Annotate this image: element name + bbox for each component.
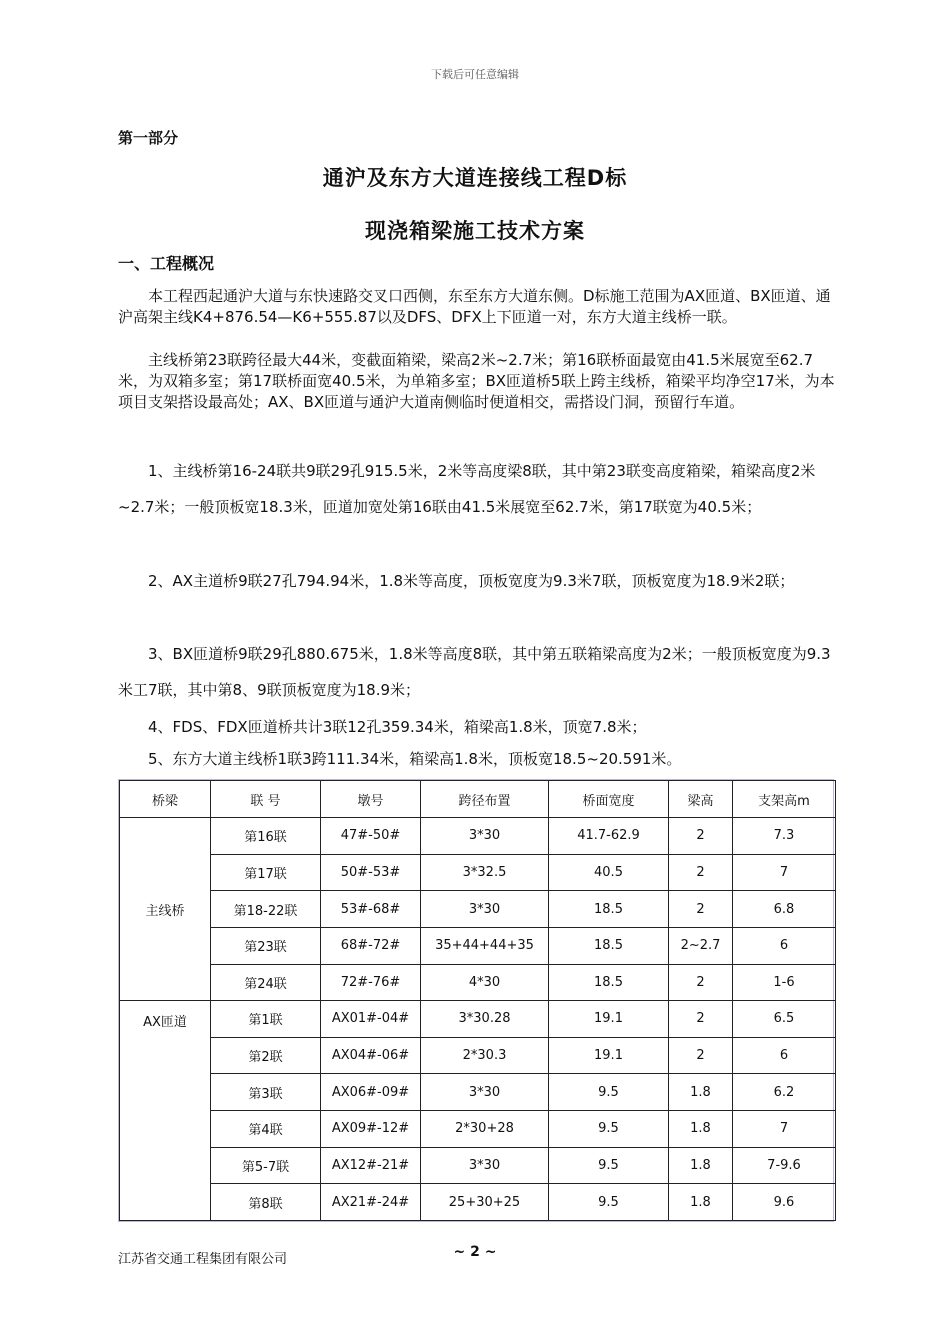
paragraph-main-bridge [118,350,838,413]
table-cell: 50#-53# [321,854,421,891]
table-cell: 2*30.3 [421,1037,549,1074]
table-row [120,854,836,891]
table-cell: 19.1 [549,1001,669,1038]
table-cell: 7.3 [733,818,836,855]
table-cell: 7 [733,854,836,891]
group-cell-ax-ramp: AX匝道 [120,1001,211,1221]
table-row [120,1184,836,1221]
table-cell: 3*30.28 [421,1001,549,1038]
section-label: 第一部分 [118,129,179,147]
table-cell: AX09#-12# [321,1111,421,1148]
header-cell: 桥面宽度 [549,781,669,818]
table-cell: 第1联 [211,1001,321,1038]
document-title: 通沪及东方大道连接线工程D标 [322,166,628,190]
paragraph-main-bridge-text: 主线桥第23联跨径最大44米，变截面箱梁，梁高2米~2.7米；第16联桥面最宽由41.5米展宽至62.7米，为双箱多室；第17联桥面宽40.5米，为单箱多室；BX匝道桥5联上跨主线桥，箱梁平均净空17米，为本项目支架搭设最高处；AX、BX匝道与通沪大道南侧临时便道相交，需搭设门洞，预留行车道。 [118,351,835,411]
table-cell: 9.5 [549,1184,669,1221]
group-cell-main-bridge: 主线桥 [120,818,211,1001]
header-cell: 跨径布置 [421,781,549,818]
table-cell: 6.5 [733,1001,836,1038]
table-row [120,964,836,1001]
header-cell: 墩号 [321,781,421,818]
list-item-1-text: 1、主线桥第16-24联共9联29孔915.5米，2米等高度梁8联，其中第23联变高度箱梁，箱梁高度2米~2.7米；一般顶板宽18.3米，匝道加宽处第16联由41.5米展宽至62.7米，第17联宽为40.5米； [118,462,816,516]
table-cell: 40.5 [549,854,669,891]
table-cell: 第24联 [211,964,321,1001]
table-cell: 9.5 [549,1111,669,1148]
table-cell: 第8联 [211,1184,321,1221]
paragraph-scope-text: 本工程西起通沪大道与东快速路交叉口西侧，东至东方大道东侧。D标施工范围为AX匝道、BX匝道、通沪高架主线K4+876.54—K6+555.87以及DFS、DFX上下匝道一对，东方大道主线桥一联。 [118,287,831,326]
table-cell: 3*30 [421,891,549,928]
table-cell: 18.5 [549,891,669,928]
header-cell: 支架高m [733,781,836,818]
bridge-table [119,780,836,1221]
table-cell: 第5-7联 [211,1147,321,1184]
table-cell: 第23联 [211,927,321,964]
list-item-2-text: 2、AX主道桥9联27孔794.94米，1.8米等高度，顶板宽度为9.3米7联，顶板宽度为18.9米2联； [148,572,795,590]
table-cell: AX01#-04# [321,1001,421,1038]
table-cell: 第2联 [211,1037,321,1074]
footer-company: 江苏省交通工程集团有限公司 [118,1252,288,1267]
table-cell: 18.5 [549,927,669,964]
page-number: ~ 2 ~ [453,1244,497,1260]
table-header-row [120,781,836,818]
table-row [120,927,836,964]
table-cell: 2 [669,818,733,855]
document-subtitle: 现浇箱梁施工技术方案 [365,219,585,243]
header-cell: 桥梁 [120,781,211,818]
table-row [120,1001,836,1038]
table-cell: 2*30+28 [421,1111,549,1148]
table-cell: AX06#-09# [321,1074,421,1111]
table-cell: 3*30 [421,1074,549,1111]
table-cell: 35+44+44+35 [421,927,549,964]
list-item-4 [118,709,838,745]
table-cell: 9.6 [733,1184,836,1221]
table-cell: 3*30 [421,1147,549,1184]
list-item-5-text: 5、东方大道主线桥1联3跨111.34米，箱梁高1.8米，顶板宽18.5~20.591米。 [148,750,682,768]
table-cell: 1.8 [669,1111,733,1148]
list-item-3 [118,636,838,708]
header-cell: 联 号 [211,781,321,818]
table-row [120,1111,836,1148]
table-row [120,1037,836,1074]
table-row [120,891,836,928]
table-cell: 2 [669,1037,733,1074]
table-cell: 1-6 [733,964,836,1001]
header-note: 下载后可任意编辑 [431,68,519,81]
table-row [120,818,836,855]
header-cell: 梁高 [669,781,733,818]
table-cell: 2 [669,1001,733,1038]
table-cell: 7-9.6 [733,1147,836,1184]
table-cell: 19.1 [549,1037,669,1074]
table-cell: 72#-76# [321,964,421,1001]
list-item-3-text: 3、BX匝道桥9联29孔880.675米，1.8米等高度8联，其中第五联箱梁高度为2米；一般顶板宽度为9.3米工7联，其中第8、9联顶板宽度为18.9米； [118,645,831,699]
heading-overview: 一、工程概况 [118,254,215,273]
list-item-5 [118,741,838,777]
table-row [120,1074,836,1111]
table-cell: 第3联 [211,1074,321,1111]
table-cell: 第18-22联 [211,891,321,928]
table-cell: 第4联 [211,1111,321,1148]
table-cell: 第17联 [211,854,321,891]
list-item-1 [118,453,838,525]
bridge-table-frame [118,779,834,1222]
table-cell: 1.8 [669,1147,733,1184]
table-cell: 2 [669,854,733,891]
table-cell: 47#-50# [321,818,421,855]
table-cell: AX04#-06# [321,1037,421,1074]
table-row [120,1147,836,1184]
table-cell: 2 [669,964,733,1001]
table-cell: 2~2.7 [669,927,733,964]
table-cell: 3*30 [421,818,549,855]
table-cell: 1.8 [669,1184,733,1221]
list-item-2 [118,563,838,599]
table-cell: 6 [733,1037,836,1074]
table-cell: 1.8 [669,1074,733,1111]
list-item-4-text: 4、FDS、FDX匝道桥共计3联12孔359.34米，箱梁高1.8米，顶宽7.8米； [148,718,647,736]
table-cell: AX21#-24# [321,1184,421,1221]
table-cell: 9.5 [549,1074,669,1111]
table-cell: 2 [669,891,733,928]
table-cell: 41.7-62.9 [549,818,669,855]
table-cell: 6.2 [733,1074,836,1111]
table-cell: 9.5 [549,1147,669,1184]
table-cell: 7 [733,1111,836,1148]
table-cell: 25+30+25 [421,1184,549,1221]
table-cell: AX12#-21# [321,1147,421,1184]
paragraph-scope [118,286,838,328]
table-cell: 4*30 [421,964,549,1001]
table-cell: 第16联 [211,818,321,855]
table-cell: 6 [733,927,836,964]
table-cell: 18.5 [549,964,669,1001]
table-cell: 53#-68# [321,891,421,928]
table-cell: 3*32.5 [421,854,549,891]
table-cell: 68#-72# [321,927,421,964]
table-cell: 6.8 [733,891,836,928]
